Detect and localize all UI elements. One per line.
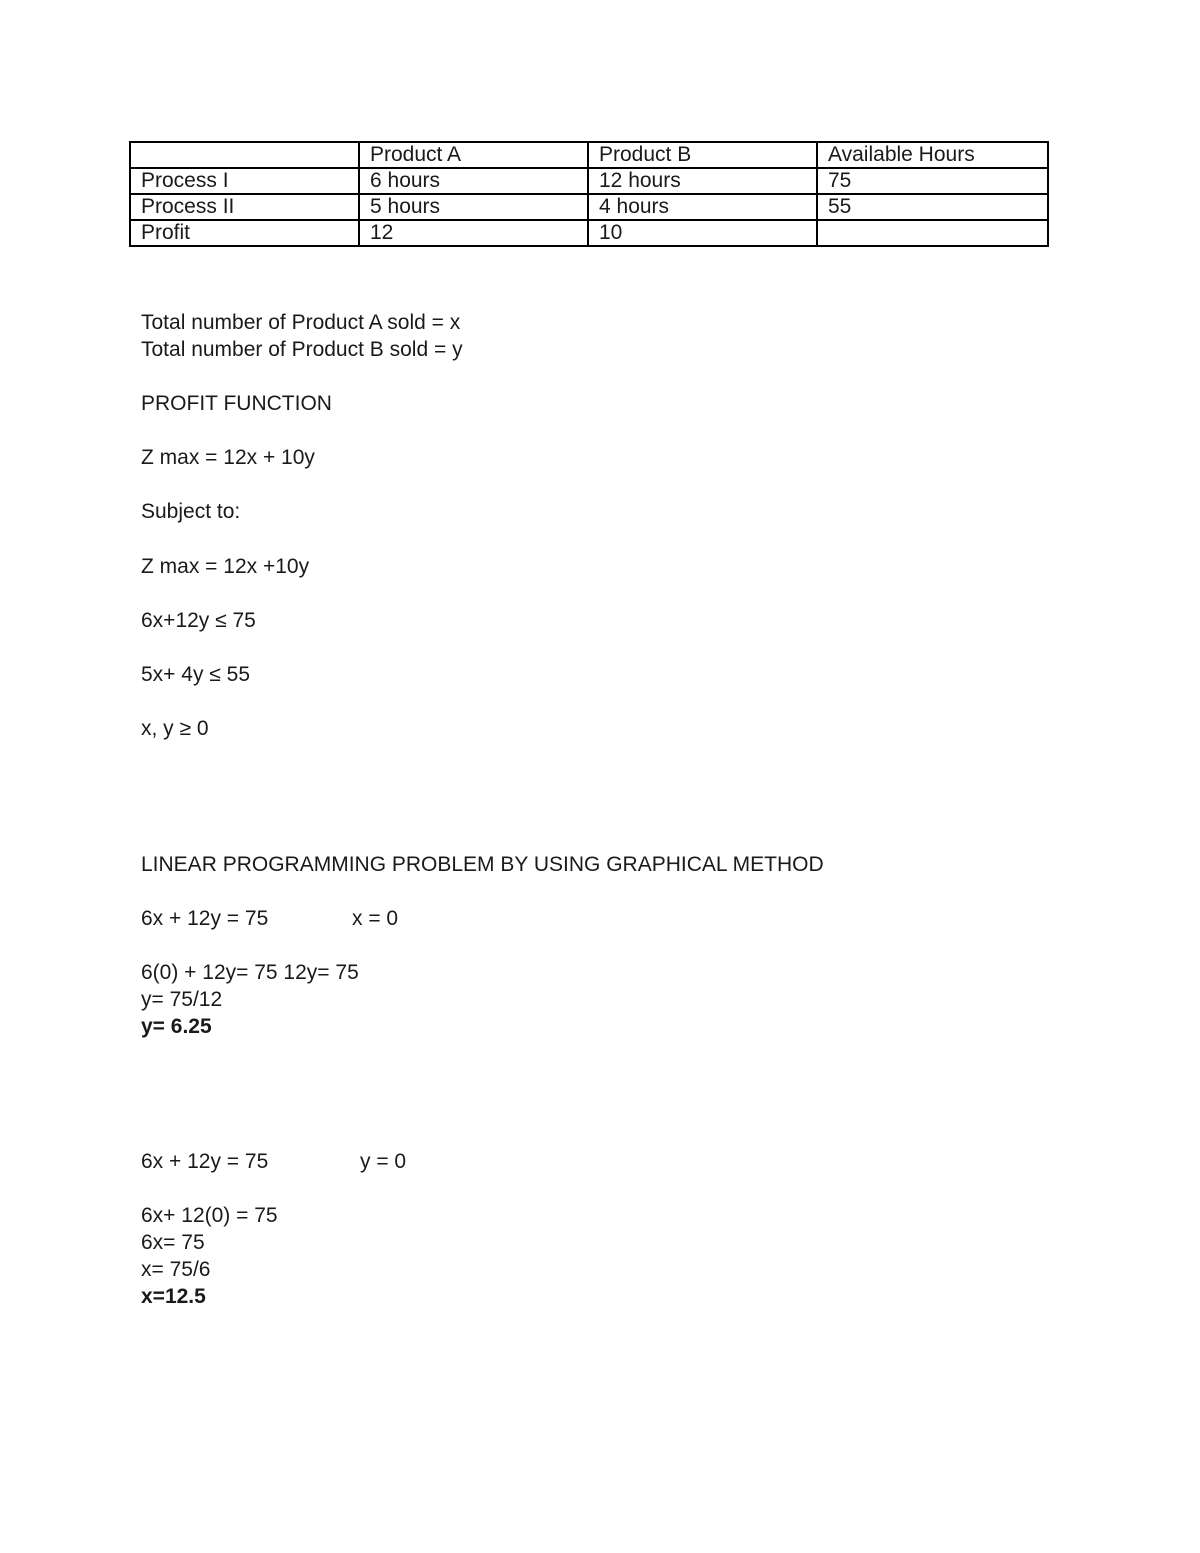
objective-function: Z max = 12x + 10y [141, 446, 315, 469]
step2-equation: 6x + 12y = 75 [141, 1150, 269, 1173]
step1-work-line: 6(0) + 12y= 75 12y= 75 [141, 961, 359, 984]
table-cell: 5 hours [359, 194, 588, 220]
table-cell: Process I [130, 168, 359, 194]
step1-equation: 6x + 12y = 75 [141, 907, 269, 930]
subject-to-label: Subject to: [141, 500, 241, 523]
table-cell: Profit [130, 220, 359, 246]
definition-y: Total number of Product B sold = y [141, 338, 463, 361]
table-row [130, 168, 1048, 194]
objective-function-repeat: Z max = 12x +10y [141, 555, 310, 578]
graphical-method-heading: LINEAR PROGRAMMING PROBLEM BY USING GRAPHICAL METHOD [141, 853, 824, 876]
step2-work-line: 6x= 75 [141, 1231, 205, 1254]
table-header-cell: Product A [359, 142, 588, 168]
step1-work-line: y= 75/12 [141, 988, 223, 1011]
step2-work-line: 6x+ 12(0) = 75 [141, 1204, 278, 1227]
profit-function-heading: PROFIT FUNCTION [141, 392, 332, 415]
step2-result: x=12.5 [141, 1285, 206, 1308]
constraint-process-2: 5x+ 4y ≤ 55 [141, 663, 251, 686]
table-cell: 55 [817, 194, 1048, 220]
step2-work-line: x= 75/6 [141, 1258, 211, 1281]
table-cell: 12 hours [588, 168, 817, 194]
table-cell: 10 [588, 220, 817, 246]
table-header-row [130, 142, 1048, 168]
table-header-cell [130, 142, 359, 168]
definition-x: Total number of Product A sold = x [141, 311, 461, 334]
table-cell: 12 [359, 220, 588, 246]
step1-condition: x = 0 [352, 907, 399, 930]
constraint-process-1: 6x+12y ≤ 75 [141, 609, 256, 632]
production-table [129, 141, 1049, 247]
table-row [130, 220, 1048, 246]
table-cell: 6 hours [359, 168, 588, 194]
step1-result: y= 6.25 [141, 1015, 212, 1038]
table-cell [817, 220, 1048, 246]
table-row [130, 194, 1048, 220]
table-header-cell: Product B [588, 142, 817, 168]
table-header-cell: Available Hours [817, 142, 1048, 168]
table-cell: Process II [130, 194, 359, 220]
non-negativity-constraint: x, y ≥ 0 [141, 717, 209, 740]
table-cell: 4 hours [588, 194, 817, 220]
table-cell: 75 [817, 168, 1048, 194]
step2-condition: y = 0 [360, 1150, 407, 1173]
